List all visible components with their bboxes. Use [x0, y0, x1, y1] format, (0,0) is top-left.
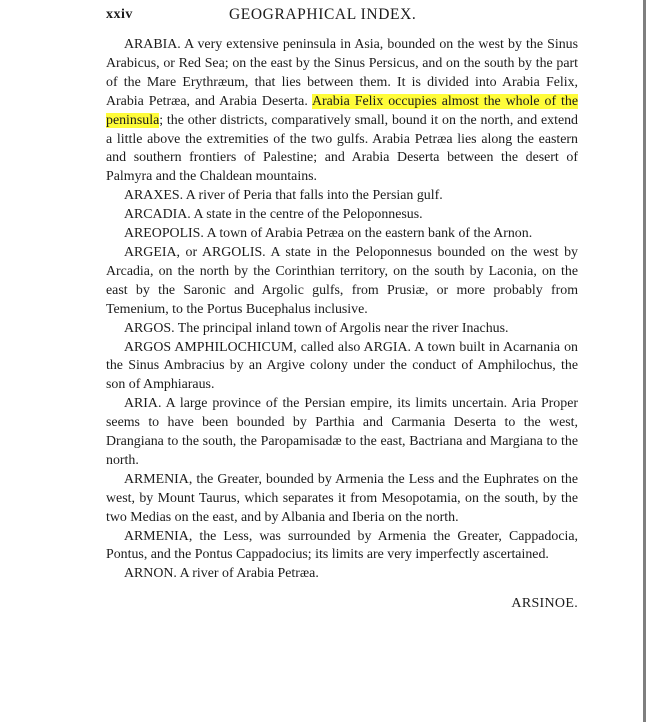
- page-title: GEOGRAPHICAL INDEX.: [229, 6, 417, 23]
- entry-text: ARABIA. A very extensive peninsula in Asia, bounded on the west by the Sinus Arabicus, or Red Sea; on the east by the Sinus Persicus, and on the south by the part of the Mare Erythræum, that lies between them. It is divided into Arabia Felix, Arabia Petræa, and Arabia Deserta.: [106, 37, 578, 109]
- entry-arcadia: ARCADIA. A state in the centre of the Peloponnesus.: [124, 207, 423, 223]
- page-number: xxiv: [106, 7, 133, 22]
- index-entries: [106, 36, 578, 584]
- entry-areopolis: AREOPOLIS. A town of Arabia Petræa on the eastern bank of the Arnon.: [124, 226, 533, 242]
- entry-argos: ARGOS. The principal inland town of Argolis near the river Inachus.: [124, 320, 509, 336]
- entry-arnon: ARNON. A river of Arabia Petræa.: [124, 566, 319, 582]
- running-head: [106, 4, 578, 28]
- entry-aria: ARIA. A large province of the Persian empire, its limits uncertain. Aria Proper seems to have been bounded by Parthia and Carmania Deserta to the west, Drangiana to the south, the Paropamisadæ to the east, Bactriana and Margiana to the north.: [106, 396, 578, 468]
- entry-armenia-less: ARMENIA, the Less, was surrounded by Armenia the Greater, Cappadocia, Pontus, and the Pontus Cappadocius; its limits are very imperfectly ascertained.: [106, 528, 578, 563]
- highlighted-text[interactable]: Arabia Felix occupies almost the whole of the peninsula: [106, 93, 579, 128]
- catchword: ARSINOE.: [511, 596, 578, 612]
- entry-arabia: [106, 36, 578, 187]
- entry-argeia: ARGEIA, or ARGOLIS. A state in the Peloponnesus bounded on the west by Arcadia, on the north by the Corinthian territory, on the south by Laconia, on the east by the Saronic and Argolic gulfs, from Prusiæ, or more probably from Temenium, to the Portus Bucephalus inclusive.: [106, 244, 578, 317]
- entry-text: ; the other districts, comparatively small, bound it on the north, and extend a little above the extremities of the two gulfs. Arabia Petræa lies along the eastern and southern frontiers of Palestine; and Arabia Deserta between the desert of Palmyra and the Chaldean mountains.: [106, 112, 578, 185]
- book-page: [106, 4, 578, 612]
- entry-araxes: ARAXES. A river of Peria that falls into the Persian gulf.: [124, 188, 443, 204]
- entry-argos-amphilochicum: ARGOS AMPHILOCHICUM, called also ARGIA. A town built in Acarnania on the Sinus Ambracius by an Argive colony under the conduct of Amphilochus, the son of Amphiaraus.: [106, 339, 578, 393]
- entry-armenia-greater: ARMENIA, the Greater, bounded by Armenia the Less and the Euphrates on the west, by Mount Taurus, which separates it from Mesopotamia, on the south, by the two Medias on the east, and by Albania and Iberia on the north.: [106, 471, 578, 525]
